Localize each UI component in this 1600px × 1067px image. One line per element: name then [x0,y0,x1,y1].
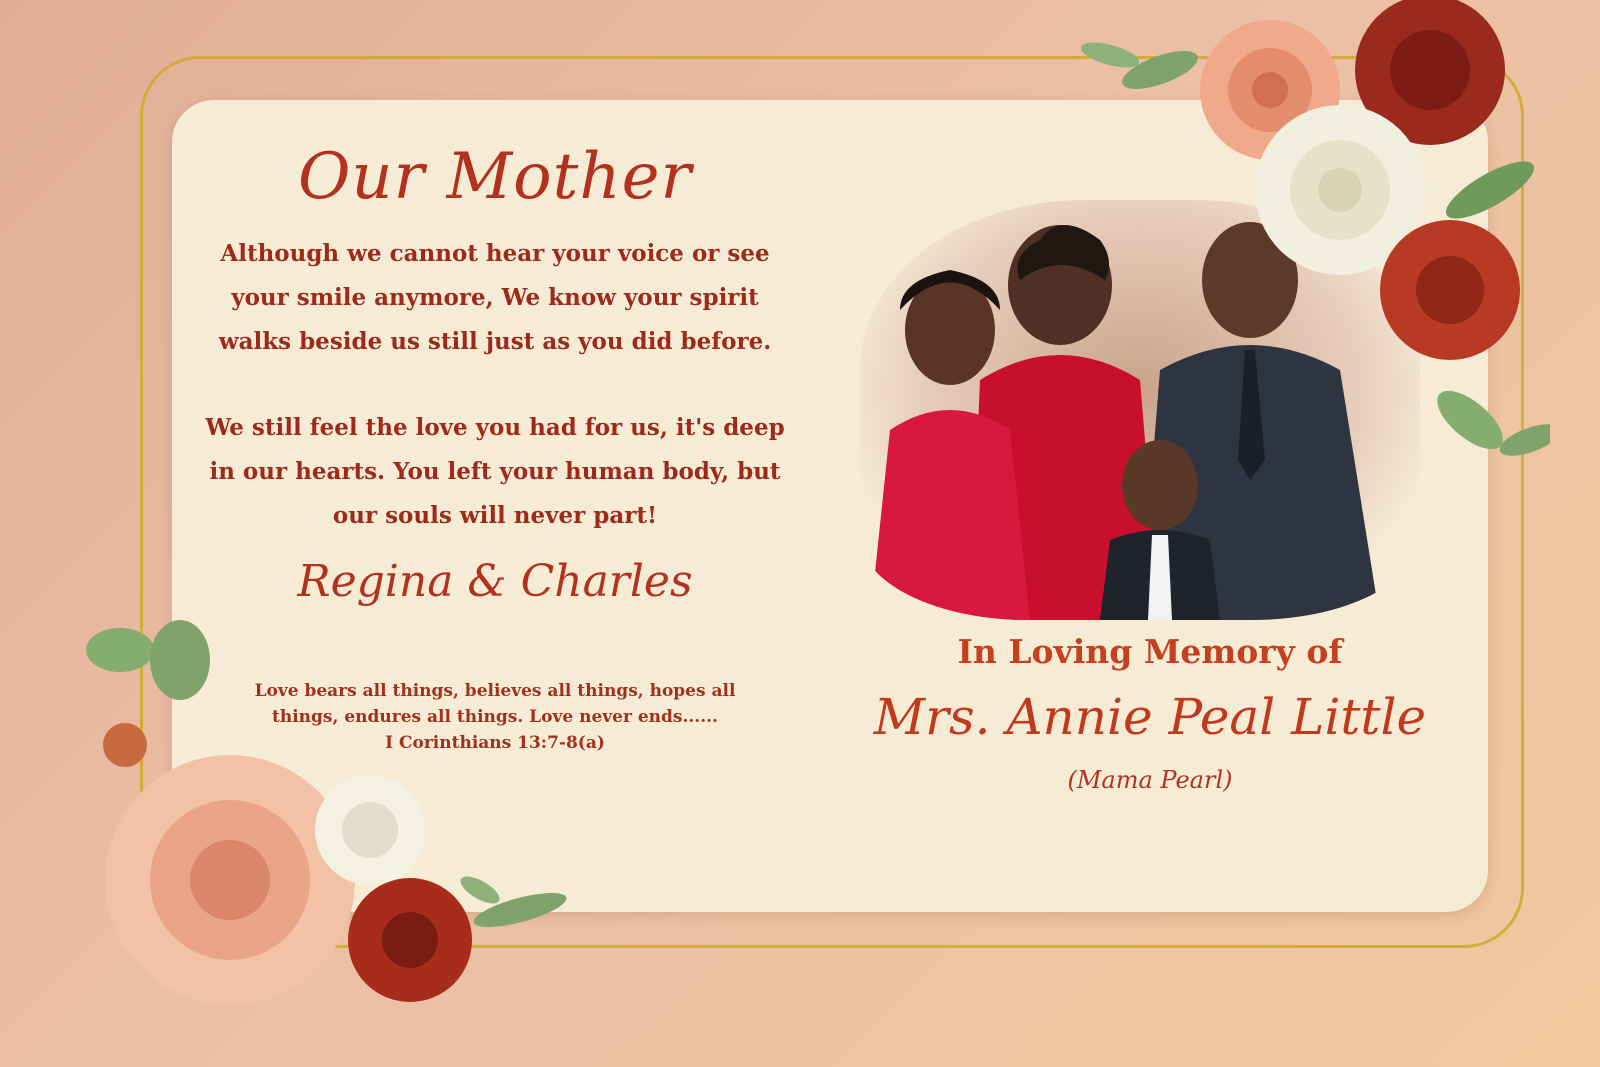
deceased-nickname: (Mama Pearl) [1067,766,1233,794]
poem-stanza-2: We still feel the love you had for us, it's deep in our hearts. You left your human body, but our souls will never part! [205,414,785,529]
memorial-heading: In Loving Memory of [957,632,1343,671]
verse-line-2: things, endures all things. Love never ends...... [272,707,718,727]
poem [205,232,785,580]
poem-stanza-1: Although we cannot hear your voice or see your smile anymore, We know your spirit walks beside us still just as you did before. [218,240,772,355]
page-title: Our Mother [297,140,693,214]
verse-line-1: Love bears all things, believes all things, hopes all [254,681,736,701]
verse-reference: I Corinthians 13:7-8(a) [385,733,605,753]
rose-cluster-top-right [1070,0,1550,500]
signature: Regina & Charles [297,556,693,607]
deceased-name: Mrs. Annie Peal Little [873,688,1427,746]
rose-cluster-bottom-left [40,610,580,1067]
